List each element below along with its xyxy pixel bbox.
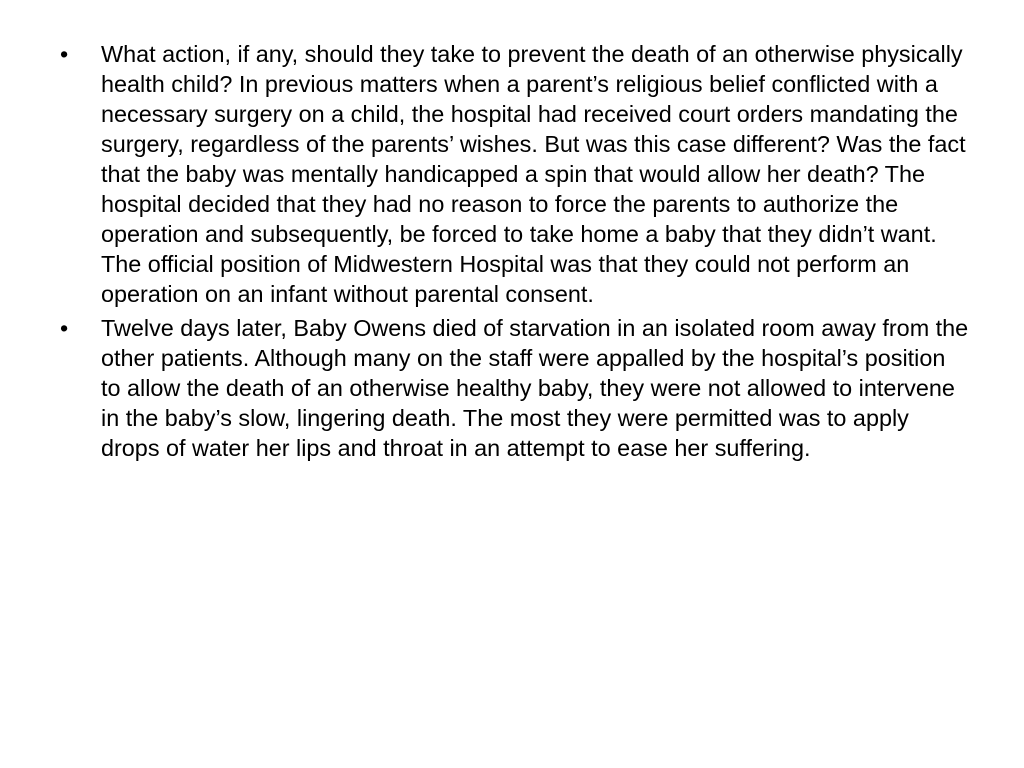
bullet-list bbox=[60, 39, 970, 467]
bullet-text: Twelve days later, Baby Owens died of starvation in an isolated room away from the other patients. Although many on the staff were appalled by the hospital’s position to allow the death of an otherwise healthy baby, they were not allowed to intervene in the baby’s slow, lingering death. The most they were permitted was to apply drops of water her lips and throat in an attempt to ease her suffering. bbox=[101, 315, 969, 461]
bullet-dot-icon: • bbox=[60, 315, 69, 341]
bullet-item-outcome bbox=[60, 313, 970, 463]
bullet-text: What action, if any, should they take to prevent the death of an otherwise physically health child? In previous matters when a parent’s religious belief conflicted with a necessary surgery on a child, the hospital had received court orders mandating the surgery, regardless of the parents’ wishes. But was this case different? Was the fact that the baby was mentally handicapped a spin that would allow her death? The hospital decided that they had no reason to force the parents to authorize the operation and subsequently, be forced to take home a baby that they didn’t want. The official position of Midwestern Hospital was that they could not perform an operation on an infant without parental consent. bbox=[101, 41, 966, 307]
bullet-dot-icon: • bbox=[60, 41, 69, 67]
bullet-item-decision bbox=[60, 39, 970, 309]
